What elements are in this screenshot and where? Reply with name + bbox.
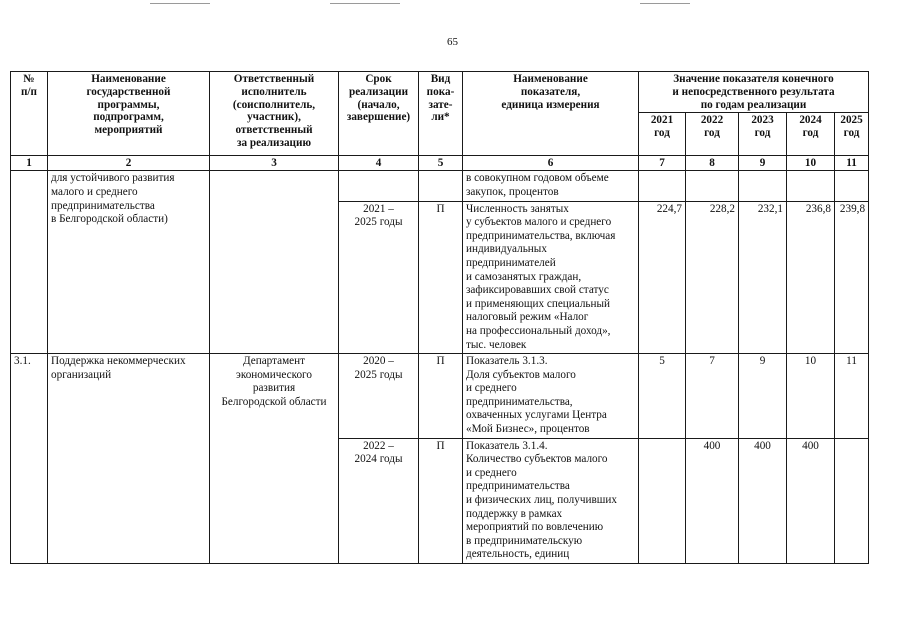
cell-value: 224,7 bbox=[639, 201, 686, 354]
cell-value: 11 bbox=[835, 354, 869, 439]
cell-term-empty bbox=[339, 171, 419, 201]
header-no: № п/п bbox=[11, 72, 48, 156]
cell-value bbox=[639, 438, 686, 563]
cell-no: 3.1. bbox=[11, 354, 48, 564]
column-number: 8 bbox=[686, 156, 739, 171]
cell-name: Поддержка некоммерческих организаций bbox=[48, 354, 210, 564]
cell-indicator: Показатель 3.1.3. Доля субъектов малого и среднего предпринимательства, охваченных услугами Центра «Мой Бизнес», процентов bbox=[463, 354, 639, 439]
column-number: 3 bbox=[210, 156, 339, 171]
cell-value: 9 bbox=[739, 354, 787, 439]
cell-value: 400 bbox=[739, 438, 787, 563]
scan-artifact-line bbox=[150, 3, 210, 4]
cell-type: П bbox=[419, 438, 463, 563]
page-number: 65 bbox=[447, 36, 458, 48]
header-year: 2021 год bbox=[639, 113, 686, 156]
header-row bbox=[11, 72, 869, 113]
cell-executor: Департамент экономического развития Белгородской области bbox=[210, 354, 339, 564]
column-number: 9 bbox=[739, 156, 787, 171]
column-number: 10 bbox=[787, 156, 835, 171]
column-number: 4 bbox=[339, 156, 419, 171]
cell-indicator: Показатель 3.1.4. Количество субъектов малого и среднего предпринимательства и физических лиц, получивших поддержку в рамках мероприятий по вовлечению в предпринимательскую деятельность, единиц bbox=[463, 438, 639, 563]
cell-name-continued: для устойчивого развития малого и среднего предпринимательства в Белгородской области) bbox=[48, 171, 210, 354]
header-year: 2022 год bbox=[686, 113, 739, 156]
cell-term: 2021 – 2025 годы bbox=[339, 201, 419, 354]
header-values-group: Значение показателя конечного и непосредственного результата по годам реализации bbox=[639, 72, 869, 113]
cell-value-empty bbox=[639, 171, 686, 201]
header-year: 2023 год bbox=[739, 113, 787, 156]
cell-value bbox=[835, 438, 869, 563]
cell-value: 10 bbox=[787, 354, 835, 439]
column-number: 7 bbox=[639, 156, 686, 171]
cell-value: 400 bbox=[686, 438, 739, 563]
indicators-table bbox=[10, 71, 869, 564]
cell-value: 236,8 bbox=[787, 201, 835, 354]
header-indicator: Наименование показателя, единица измерения bbox=[463, 72, 639, 156]
scan-artifact-line bbox=[640, 3, 690, 4]
scan-artifact-line bbox=[330, 3, 400, 4]
header-year: 2024 год bbox=[787, 113, 835, 156]
header-executor: Ответственный исполнитель (соисполнитель, участник), ответственный за реализацию bbox=[210, 72, 339, 156]
cell-term: 2020 – 2025 годы bbox=[339, 354, 419, 439]
column-number: 5 bbox=[419, 156, 463, 171]
cell-value: 239,8 bbox=[835, 201, 869, 354]
table-row bbox=[11, 354, 869, 439]
cell-value: 228,2 bbox=[686, 201, 739, 354]
column-number: 11 bbox=[835, 156, 869, 171]
cell-type: П bbox=[419, 354, 463, 439]
column-number: 6 bbox=[463, 156, 639, 171]
cell-value: 7 bbox=[686, 354, 739, 439]
cell-value: 5 bbox=[639, 354, 686, 439]
header-year: 2025 год bbox=[835, 113, 869, 156]
header-name: Наименование государственной программы, подпрограмм, мероприятий bbox=[48, 72, 210, 156]
column-number: 2 bbox=[48, 156, 210, 171]
cell-value-empty bbox=[686, 171, 739, 201]
cell-value: 232,1 bbox=[739, 201, 787, 354]
cell-value-empty bbox=[739, 171, 787, 201]
cell-indicator-continued: в совокупном годовом объеме закупок, процентов bbox=[463, 171, 639, 201]
cell-no-empty bbox=[11, 171, 48, 354]
column-number: 1 bbox=[11, 156, 48, 171]
cell-indicator: Численность занятых у субъектов малого и среднего предпринимательства, включая индивидуальных предпринимателей и самозанятых граждан, зафиксировавших свой статус и применяющих специальный налоговый режим «Налог на профессиональный доход», тыс. человек bbox=[463, 201, 639, 354]
cell-term: 2022 – 2024 годы bbox=[339, 438, 419, 563]
cell-executor-empty bbox=[210, 171, 339, 354]
cell-value: 400 bbox=[787, 438, 835, 563]
cell-value-empty bbox=[787, 171, 835, 201]
cell-value-empty bbox=[835, 171, 869, 201]
cell-type-empty bbox=[419, 171, 463, 201]
table-row bbox=[11, 171, 869, 201]
header-type: Вид пока- зате- ли* bbox=[419, 72, 463, 156]
column-numbers-row bbox=[11, 156, 869, 171]
cell-type: П bbox=[419, 201, 463, 354]
header-term: Срок реализации (начало, завершение) bbox=[339, 72, 419, 156]
